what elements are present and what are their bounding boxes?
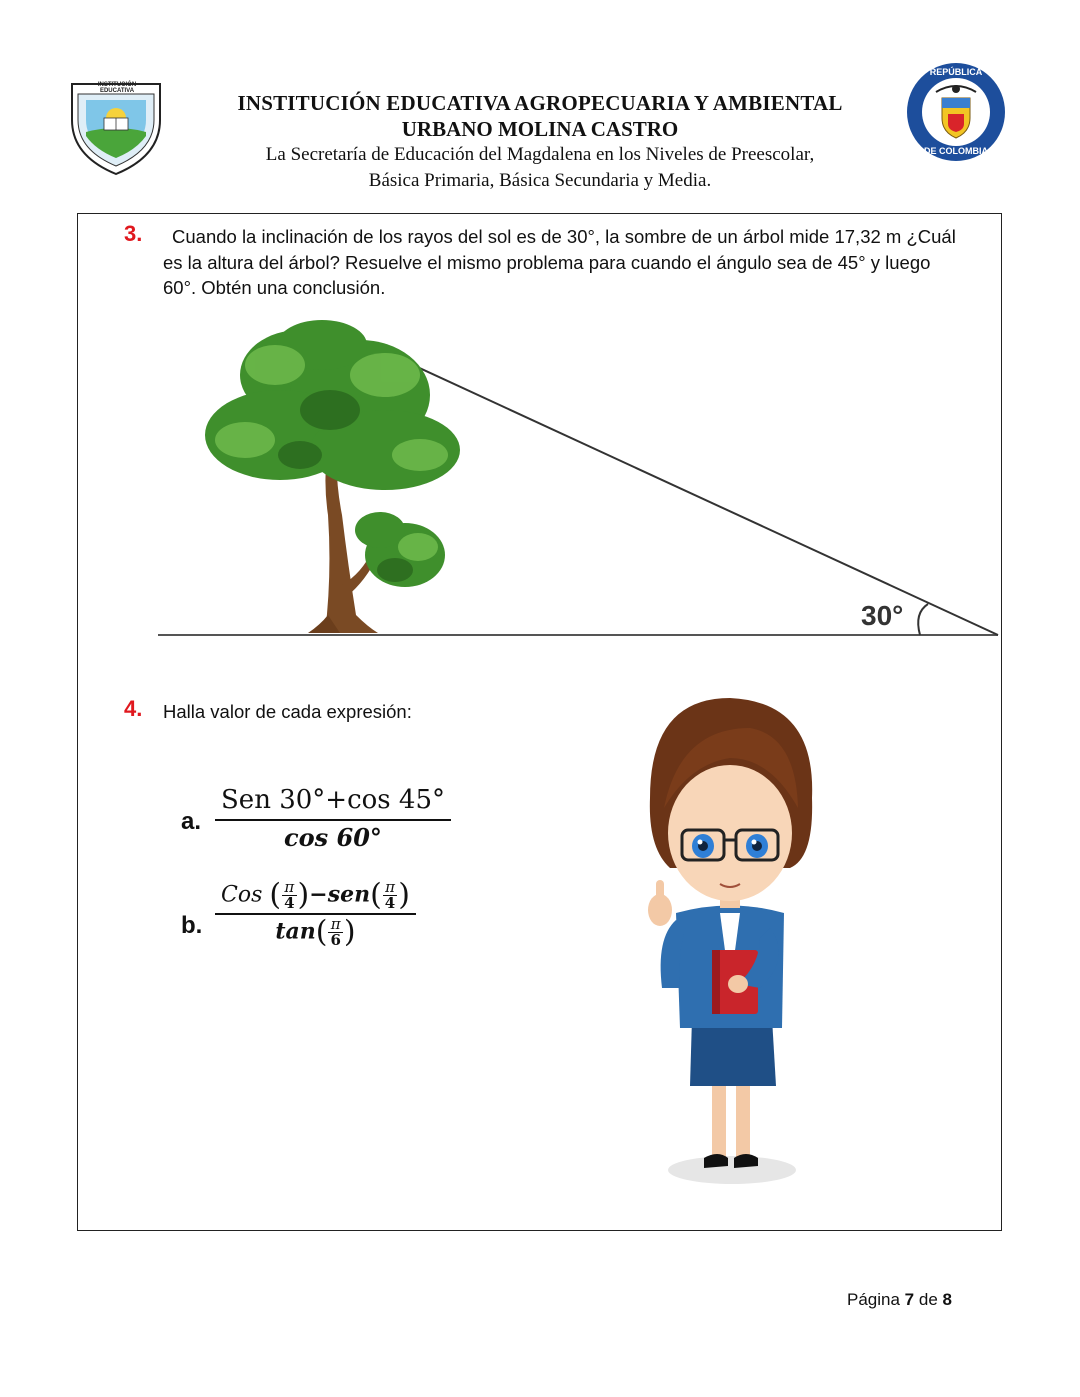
angle-label: 30° xyxy=(861,600,904,631)
pi-symbol: π xyxy=(383,880,397,896)
six-value: 6 xyxy=(330,931,341,949)
four-value: 4 xyxy=(384,894,396,912)
pi-symbol: π xyxy=(328,917,342,933)
question-4-text: Halla valor de cada expresión: xyxy=(163,701,412,722)
angle-arc xyxy=(918,604,928,635)
page-word: Página xyxy=(847,1290,900,1309)
page-number-footer xyxy=(847,1290,952,1310)
question-3-text xyxy=(163,224,993,301)
institution-name-line2: URBANO MOLINA CASTRO xyxy=(401,117,679,141)
question-3-line3: 60°. Obtén una conclusión. xyxy=(163,277,386,298)
item-a-letter: a. xyxy=(181,808,202,835)
header-subtitle-line2: Básica Primaria, Básica Secundaria y Media. xyxy=(368,170,712,191)
teacher-illustration xyxy=(620,688,840,1193)
institution-name-line1: INSTITUCIÓN EDUCATIVA AGROPECUARIA Y AMBIENTAL xyxy=(237,91,843,115)
page-current: 7 xyxy=(904,1290,915,1309)
item-a-denominator: cos 60° xyxy=(284,823,382,852)
item-b-sen: sen xyxy=(327,881,371,908)
pi-symbol: π xyxy=(282,880,296,896)
item-a-numerator: Sen 30°+cos 45° xyxy=(215,785,451,821)
question-3-line2: es la altura del árbol? Resuelve el mismo problema para cuando el ángulo sea de 45° y luego xyxy=(163,251,931,273)
seal-bottom-text: DE COLOMBIA xyxy=(924,146,988,156)
item-b-minus: − xyxy=(309,881,328,908)
tree-shadow-diagram xyxy=(150,315,1010,645)
header-title-block xyxy=(180,90,900,194)
item-a-fraction xyxy=(215,785,451,852)
item-b-denominator: tan( $\frac{\pi}{6}$ ) xyxy=(275,914,356,950)
logo-text: INSTITUCIÓN EDUCATIVA xyxy=(97,82,137,94)
item-b-tan: tan xyxy=(275,918,316,945)
school-crest-logo xyxy=(66,78,166,178)
question-3-number: 3. xyxy=(124,221,143,246)
item-b-fraction xyxy=(215,877,416,950)
question-3-line1: Cuando la inclinación de los rayos del sol es de 30°, la sombre de un árbol mide 17,32 m ¿Cuál xyxy=(172,226,956,247)
item-b-cos: Cos xyxy=(221,882,263,908)
seal-top-text: REPÚBLICA xyxy=(929,67,983,77)
page-total: 8 xyxy=(942,1290,952,1309)
of-word: de xyxy=(918,1290,938,1309)
header-subtitle-line1: La Secretaría de Educación del Magdalena en los Niveles de Preescolar, xyxy=(265,144,815,165)
question-4-number: 4. xyxy=(124,696,143,721)
tree-icon xyxy=(205,320,460,633)
colombia-seal xyxy=(906,62,1006,162)
item-b-letter: b. xyxy=(181,912,203,939)
item-b-numerator: Cos ( $\frac{\pi}{4}$ )−sen( $\frac{\pi}{4}$ ) xyxy=(215,880,416,915)
four-value: 4 xyxy=(284,894,295,912)
